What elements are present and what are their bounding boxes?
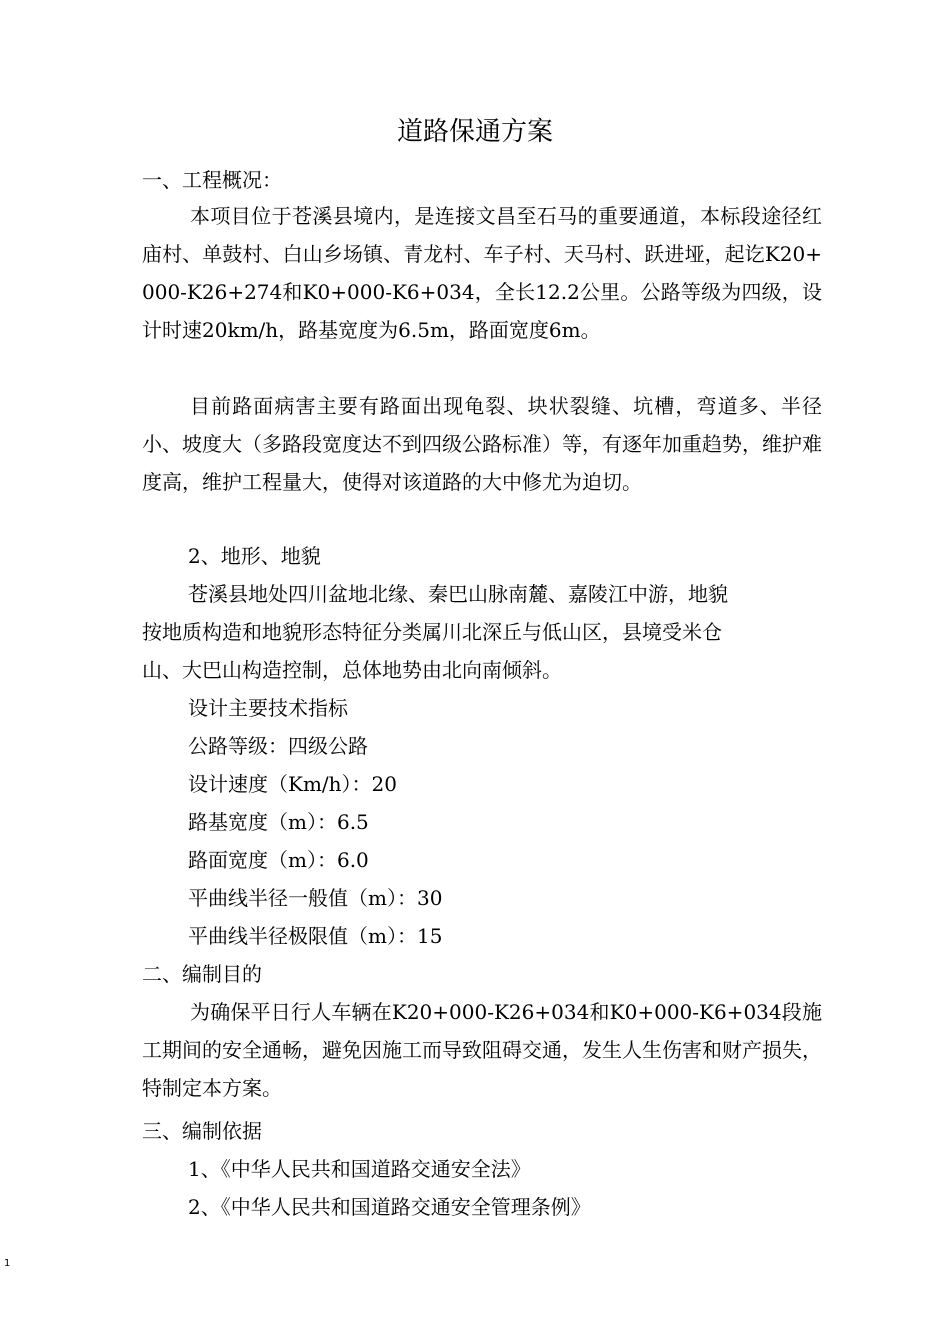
section-heading-basis: 三、编制依据 — [142, 1119, 262, 1143]
indicator-item: 路基宽度（m）：6.5 — [188, 810, 369, 834]
basis-item: 1、《中华人民共和国道路交通安全法》 — [188, 1157, 531, 1181]
terrain-heading: 2、地形、地貌 — [188, 544, 321, 568]
overview-paragraph-1 — [142, 197, 822, 349]
indicator-item: 平曲线半径一般值（m）：30 — [188, 886, 443, 910]
overview-paragraph-1-text: 本项目位于苍溪县境内，是连接文昌至石马的重要通道，本标段途径红庙村、单鼓村、白山乡场镇、青龙村、车子村、天马村、跃进垭，起讫K20+000-K26+274和K0+000-K6+034，全长12.2公里。公路等级为四级，设计时速20km/h，路基宽度为6.5m，路面宽度6m。 — [142, 204, 822, 342]
purpose-paragraph — [142, 993, 822, 1107]
document-title: 道路保通方案 — [396, 117, 553, 147]
section-heading-purpose: 二、编制目的 — [142, 962, 262, 986]
terrain-line: 山、大巴山构造控制，总体地势由北向南倾斜。 — [142, 658, 562, 682]
basis-item: 2、《中华人民共和国道路交通安全管理条例》 — [188, 1195, 591, 1219]
purpose-paragraph-text: 为确保平日行人车辆在K20+000-K26+034和K0+000-K6+034段施工期间的安全通畅，避免因施工而导致阻碍交通，发生人生伤害和财产损失，特制定本方案。 — [142, 1000, 822, 1100]
page-number: 1 — [4, 1258, 11, 1269]
indicator-item: 设计速度（Km/h）：20 — [188, 772, 397, 796]
indicator-item: 公路等级：四级公路 — [188, 734, 368, 758]
overview-paragraph-2-text: 目前路面病害主要有路面出现龟裂、块状裂缝、坑槽，弯道多、半径小、坡度大（多路段宽度达不到四级公路标准）等，有逐年加重趋势，维护难度高，维护工程量大，使得对该道路的大中修尤为迫切。 — [142, 394, 822, 494]
indicator-item: 路面宽度（m）：6.0 — [188, 848, 369, 872]
terrain-line: 按地质构造和地貌形态特征分类属川北深丘与低山区，县境受米仓 — [142, 620, 722, 644]
section-heading-overview: 一、工程概况： — [142, 168, 282, 192]
indicators-title: 设计主要技术指标 — [188, 696, 348, 720]
terrain-line: 苍溪县地处四川盆地北缘、秦巴山脉南麓、嘉陵江中游，地貌 — [188, 582, 728, 606]
indicator-item: 平曲线半径极限值（m）：15 — [188, 924, 443, 948]
overview-paragraph-2 — [142, 387, 822, 501]
